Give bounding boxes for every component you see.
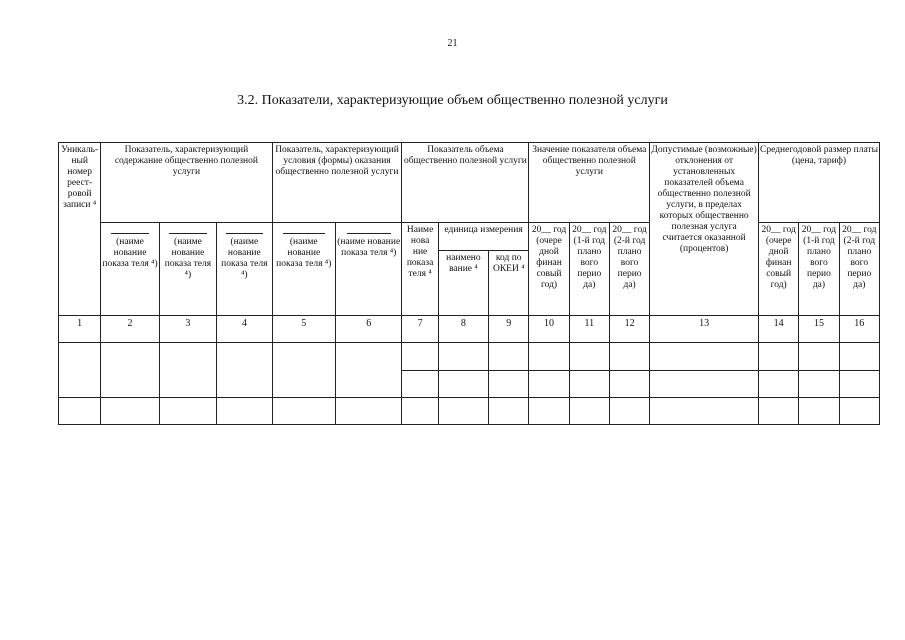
header-average-fee: Среднегодовой размер платы (цена, тариф) <box>759 143 880 223</box>
table-cell[interactable] <box>335 398 401 425</box>
table-cell[interactable] <box>438 343 488 371</box>
col-number: 8 <box>438 316 488 343</box>
volume-indicators-table <box>58 142 880 425</box>
section-title: 3.2. Показатели, характеризующие объем общественно полезной услуги <box>237 93 668 108</box>
value-second-plan-year: 20__ год (2-й год плано вого перио да) <box>609 223 649 316</box>
content-param-1-header <box>101 223 159 316</box>
col-number: 3 <box>159 316 216 343</box>
col-number: 15 <box>799 316 839 343</box>
data-row <box>59 398 880 425</box>
table-cell[interactable] <box>759 371 799 398</box>
header-row-1 <box>59 143 880 223</box>
unit-header: единица измерения <box>438 223 529 251</box>
col-number: 5 <box>272 316 335 343</box>
table-cell[interactable] <box>529 398 569 425</box>
table-cell[interactable] <box>159 398 216 425</box>
table-cell[interactable] <box>609 343 649 371</box>
table-cell[interactable] <box>529 371 569 398</box>
table-cell[interactable] <box>217 343 272 398</box>
table-cell[interactable] <box>569 371 609 398</box>
data-row <box>59 343 880 371</box>
table-cell[interactable] <box>569 343 609 371</box>
table-cell[interactable] <box>217 398 272 425</box>
col-number: 16 <box>839 316 879 343</box>
page-number: 21 <box>447 38 458 49</box>
table-cell[interactable] <box>438 371 488 398</box>
table-cell[interactable] <box>159 343 216 398</box>
blank-line <box>347 225 391 234</box>
col-number: 4 <box>217 316 272 343</box>
conditions-param-2-header <box>335 223 401 316</box>
table-cell[interactable] <box>609 398 649 425</box>
content-param-2-label: (наиме нование показа теля ⁴) <box>164 237 212 280</box>
blank-line <box>283 225 325 234</box>
table-cell[interactable] <box>650 398 759 425</box>
blank-line <box>169 225 207 234</box>
col-number: 1 <box>59 316 101 343</box>
header-content-indicator: Показатель, характеризующий содержание общественно полезной услуги <box>101 143 272 223</box>
conditions-param-2-label: (наиме нование показа теля ⁴) <box>337 237 401 258</box>
content-param-3-label: (наиме нование показа теля ⁴) <box>221 237 268 280</box>
col-number: 9 <box>489 316 529 343</box>
header-allowed-deviation: Допустимые (возможные) отклонения от установленных показателей объема общественно полезной услуги, в пределах которых общественно полезная услуга считается оказанной (процентов) <box>650 143 759 316</box>
table-cell[interactable] <box>529 343 569 371</box>
content-param-1-label: (наиме нование показа теля ⁴) <box>102 237 158 269</box>
col-number: 12 <box>609 316 649 343</box>
table-cell[interactable] <box>402 343 438 371</box>
table-cell[interactable] <box>59 343 101 398</box>
header-volume-indicator: Показатель объема общественно полезной услуги <box>402 143 529 223</box>
unit-okei-header: код по ОКЕИ ⁴ <box>489 251 529 316</box>
col-number: 2 <box>101 316 159 343</box>
blank-line <box>111 225 150 234</box>
col-number: 11 <box>569 316 609 343</box>
table-cell[interactable] <box>759 398 799 425</box>
fee-first-plan-year: 20__ год (1-й год плано вого перио да) <box>799 223 839 316</box>
table-cell[interactable] <box>489 371 529 398</box>
value-current-year: 20__ год (очере дной финан совый год) <box>529 223 569 316</box>
table-cell[interactable] <box>650 371 759 398</box>
fee-second-plan-year: 20__ год (2-й год плано вого перио да) <box>839 223 879 316</box>
table-cell[interactable] <box>272 398 335 425</box>
fee-current-year: 20__ год (очере дной финан совый год) <box>759 223 799 316</box>
table-cell[interactable] <box>101 398 159 425</box>
blank-line <box>226 225 263 234</box>
table-cell[interactable] <box>272 343 335 398</box>
table-cell[interactable] <box>799 343 839 371</box>
table-cell[interactable] <box>650 343 759 371</box>
col-number: 6 <box>335 316 401 343</box>
col-number: 7 <box>402 316 438 343</box>
volume-name-header: Наиме нова ние показа теля ⁴ <box>402 223 438 316</box>
content-param-3-header <box>217 223 272 316</box>
table-cell[interactable] <box>799 398 839 425</box>
header-unique-number: Уникальный номер реестровой записи ⁴ <box>59 143 101 316</box>
table-cell[interactable] <box>101 343 159 398</box>
table-cell[interactable] <box>799 371 839 398</box>
col-number: 13 <box>650 316 759 343</box>
table-cell[interactable] <box>59 398 101 425</box>
col-number: 10 <box>529 316 569 343</box>
table-cell[interactable] <box>489 343 529 371</box>
col-number: 14 <box>759 316 799 343</box>
header-conditions-indicator: Показатель, характеризующий условия (формы) оказания общественно полезной услуги <box>272 143 402 223</box>
content-param-2-header <box>159 223 216 316</box>
table-cell[interactable] <box>839 343 879 371</box>
conditions-param-1-header <box>272 223 335 316</box>
table-cell[interactable] <box>335 343 401 398</box>
table-cell[interactable] <box>402 398 438 425</box>
value-first-plan-year: 20__ год (1-й год плано вого перио да) <box>569 223 609 316</box>
table-cell[interactable] <box>609 371 649 398</box>
column-numbers-row <box>59 316 880 343</box>
header-volume-value: Значение показателя объема общественно полезной услуги <box>529 143 650 223</box>
table-cell[interactable] <box>402 371 438 398</box>
unit-name-header: наимено вание ⁴ <box>438 251 488 316</box>
table-cell[interactable] <box>489 398 529 425</box>
table-cell[interactable] <box>569 398 609 425</box>
table-cell[interactable] <box>839 371 879 398</box>
table-cell[interactable] <box>438 398 488 425</box>
table-cell[interactable] <box>759 343 799 371</box>
table-cell[interactable] <box>839 398 879 425</box>
conditions-param-1-label: (наиме нование показа теля ⁴) <box>276 237 332 269</box>
